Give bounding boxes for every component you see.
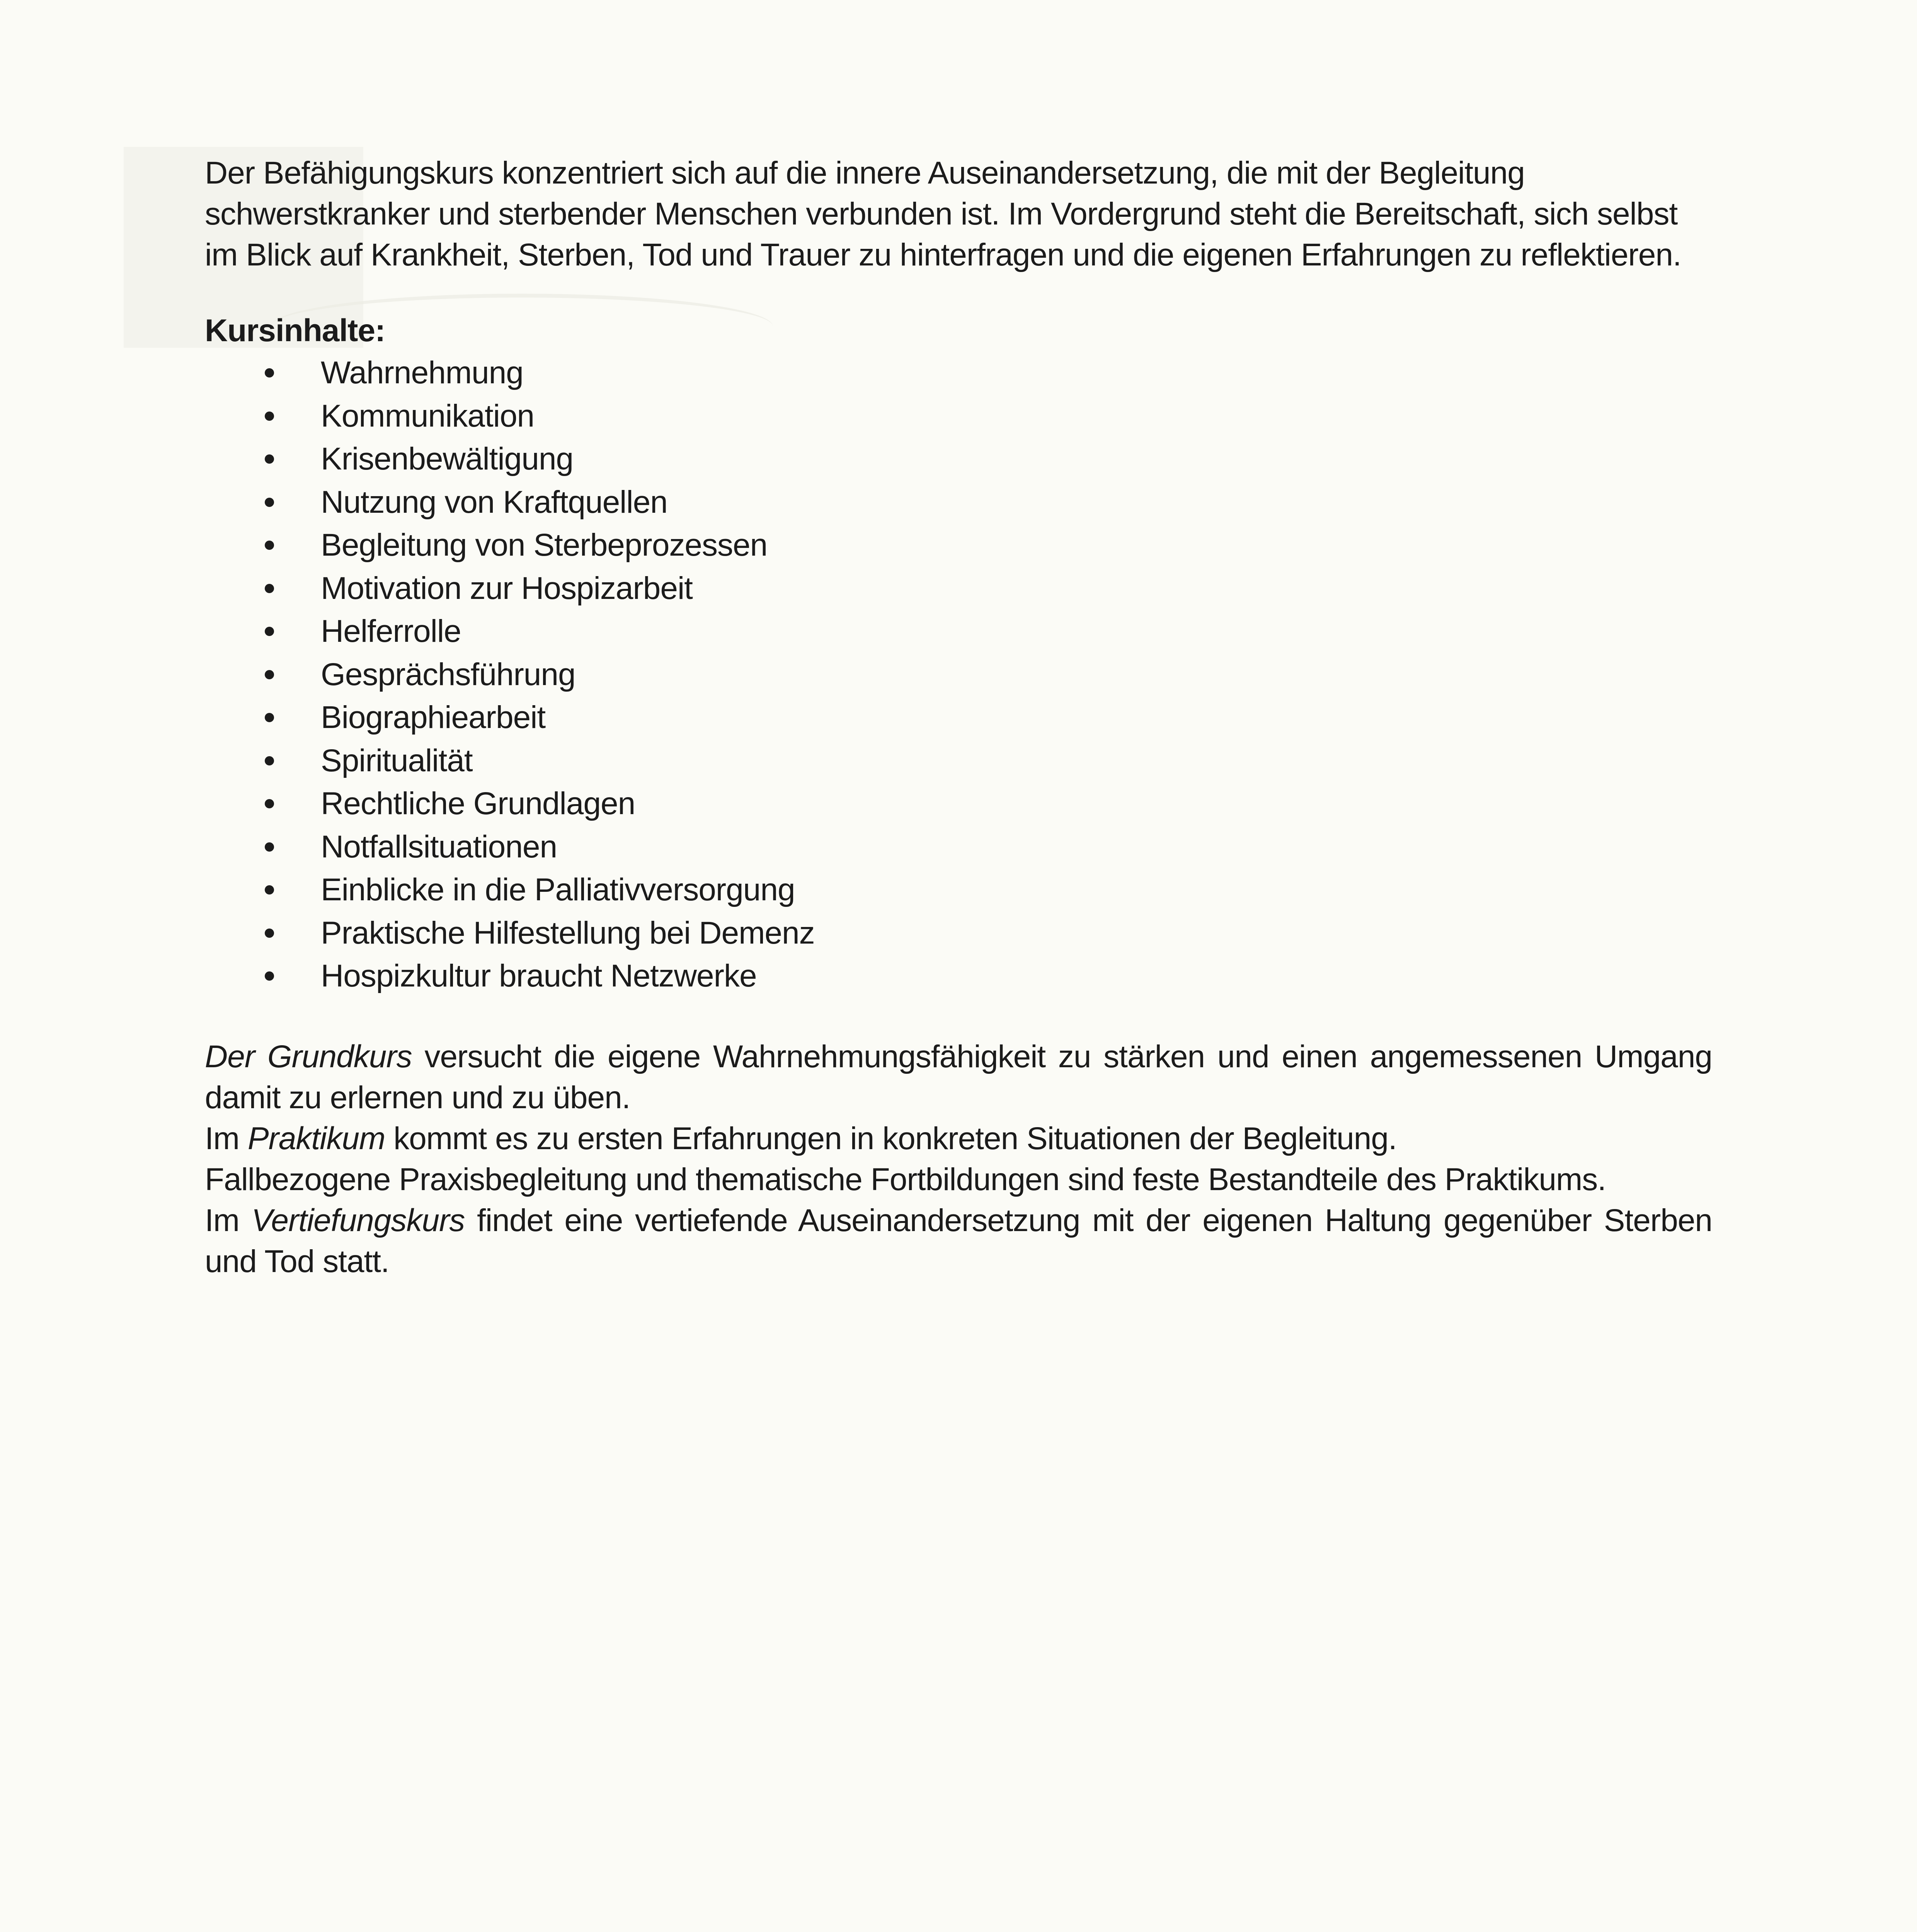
list-item: Krisenbewältigung: [205, 437, 1712, 481]
course-contents-heading: Kursinhalte:: [205, 313, 385, 348]
vertiefung-text: findet eine vertiefende Auseinandersetzung mit der eigenen Haltung gegenüber Sterben und Tod statt.: [205, 1202, 1713, 1279]
list-item: Motivation zur Hospizarbeit: [205, 567, 1712, 610]
list-item: Einblicke in die Palliativversorgung: [205, 868, 1712, 912]
list-item: Nutzung von Kraftquellen: [205, 481, 1712, 524]
course-contents-list: [205, 351, 1712, 998]
vertiefung-prefix: Im: [205, 1202, 252, 1238]
main-content: [205, 153, 1712, 1282]
list-item: Helferrolle: [205, 610, 1712, 653]
list-item: Hospizkultur braucht Netzwerke: [205, 954, 1712, 998]
list-item: Gesprächsführung: [205, 653, 1712, 696]
course-description: [205, 1036, 1712, 1282]
list-item: Biographiearbeit: [205, 696, 1712, 739]
list-item: Wahrnehmung: [205, 351, 1712, 395]
vertiefung-paragraph: [205, 1200, 1712, 1282]
grundkurs-text: versucht die eigene Wahrnehmungsfähigkeit zu stärken und einen angemessenen Umgang damit zu erlernen und zu üben.: [205, 1039, 1712, 1115]
praktikum-prefix: Im: [205, 1121, 248, 1156]
list-item: Begleitung von Sterbeprozessen: [205, 524, 1712, 567]
praktikum-term: Praktikum: [247, 1121, 385, 1156]
list-item: Kommunikation: [205, 395, 1712, 438]
praktikum-text: kommt es zu ersten Erfahrungen in konkreten Situationen der Begleitung.: [385, 1121, 1397, 1156]
praktikum-paragraph: [205, 1118, 1712, 1159]
vertiefung-term: Vertiefungskurs: [251, 1202, 465, 1238]
list-item: Notfallsituationen: [205, 825, 1712, 869]
intro-paragraph: Der Befähigungskurs konzentriert sich auf die innere Auseinandersetzung, die mit der Begleitung schwerstkranker und sterbender Menschen verbunden ist. Im Vordergrund steht die Bereitschaft, sich selbst im Blick auf Krankheit, Sterben, Tod und Trauer zu hinterfragen und die eigenen Erfahrungen zu reflektieren.: [205, 155, 1681, 272]
praxis-paragraph: Fallbezogene Praxisbegleitung und thematische Fortbildungen sind feste Bestandteile des Praktikums.: [205, 1162, 1606, 1197]
grundkurs-term: Der Grundkurs: [205, 1039, 412, 1074]
list-item: Spiritualität: [205, 739, 1712, 782]
list-item: Rechtliche Grundlagen: [205, 782, 1712, 825]
grundkurs-paragraph: [205, 1036, 1712, 1118]
list-item: Praktische Hilfestellung bei Demenz: [205, 912, 1712, 955]
